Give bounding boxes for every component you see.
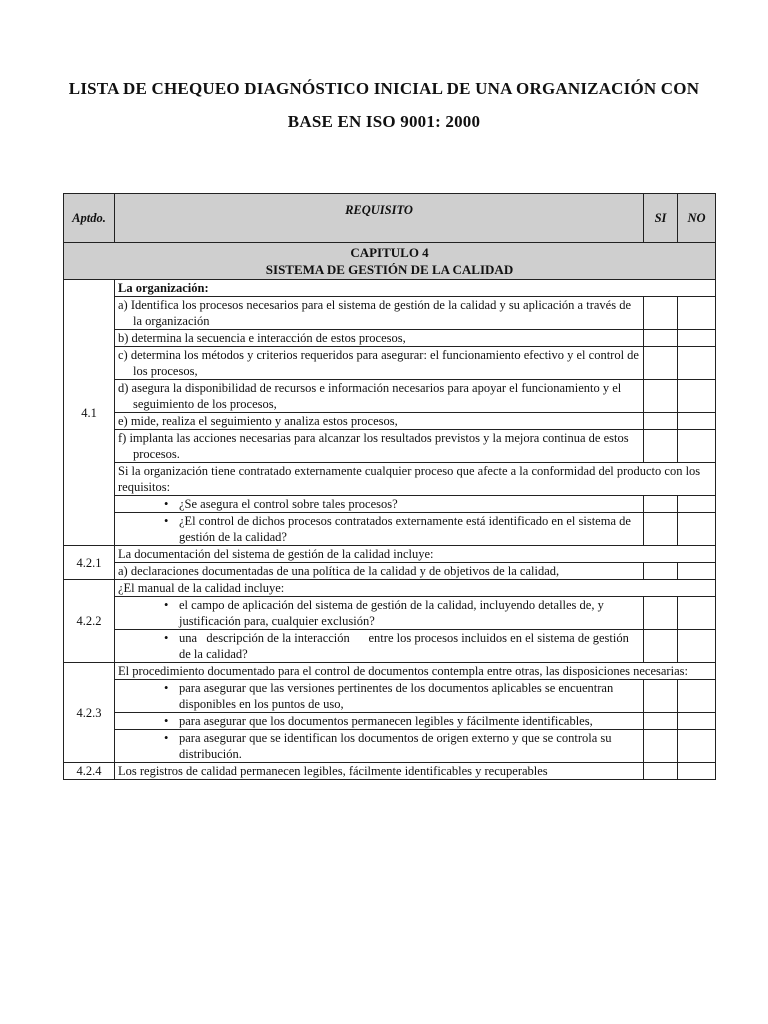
no-checkbox-cell[interactable] xyxy=(678,413,716,430)
chapter-row xyxy=(64,243,716,280)
bullet-icon: • xyxy=(164,514,169,528)
no-checkbox-cell[interactable] xyxy=(678,430,716,463)
section-label-4-2-2: 4.2.2 xyxy=(64,580,115,663)
si-checkbox-cell[interactable] xyxy=(644,513,678,546)
section-label-4-2-4: 4.2.4 xyxy=(64,763,115,780)
bullet-icon: • xyxy=(164,497,169,511)
bullet-icon: • xyxy=(164,714,169,728)
requirement-text: c) determina los métodos y criterios requeridos para asegurar: el funcionamiento efectivo y el control de los procesos, xyxy=(115,347,644,380)
si-checkbox-cell[interactable] xyxy=(644,680,678,713)
header-aptdo: Aptdo. xyxy=(64,194,115,243)
no-checkbox-cell[interactable] xyxy=(678,513,716,546)
requirement-bullet xyxy=(115,730,644,763)
bullet-icon: • xyxy=(164,731,169,745)
no-checkbox-cell[interactable] xyxy=(678,763,716,780)
bullet-text: una descripción de la interacción entre los procesos incluidos en el sistema de gestión de la calidad? xyxy=(179,631,632,661)
si-checkbox-cell[interactable] xyxy=(644,297,678,330)
header-si: SI xyxy=(644,194,678,243)
table-row xyxy=(64,597,716,630)
bullet-icon: • xyxy=(164,681,169,695)
requirement-text: d) asegura la disponibilidad de recursos e información necesarios para apoyar el funcionamiento y el seguimiento de los procesos, xyxy=(115,380,644,413)
requirement-text: Los registros de calidad permanecen legibles, fácilmente identificables y recuperables xyxy=(115,763,644,780)
si-checkbox-cell[interactable] xyxy=(644,597,678,630)
table-row xyxy=(64,380,716,413)
no-checkbox-cell[interactable] xyxy=(678,630,716,663)
no-checkbox-cell[interactable] xyxy=(678,680,716,713)
table-row xyxy=(64,563,716,580)
chapter-number: CAPITULO 4 xyxy=(350,245,429,260)
no-checkbox-cell[interactable] xyxy=(678,496,716,513)
requirement-bullet xyxy=(115,630,644,663)
si-checkbox-cell[interactable] xyxy=(644,430,678,463)
requirement-text: e) mide, realiza el seguimiento y analiza estos procesos, xyxy=(115,413,644,430)
si-checkbox-cell[interactable] xyxy=(644,413,678,430)
table-row xyxy=(64,496,716,513)
bullet-text: ¿Se asegura el control sobre tales procesos? xyxy=(179,497,398,511)
section-label-4-1: 4.1 xyxy=(64,280,115,546)
header-row xyxy=(64,194,716,243)
si-checkbox-cell[interactable] xyxy=(644,630,678,663)
table-row xyxy=(64,347,716,380)
table-row xyxy=(64,630,716,663)
table-row xyxy=(64,297,716,330)
si-checkbox-cell[interactable] xyxy=(644,496,678,513)
chapter-heading xyxy=(64,243,716,280)
table-row xyxy=(64,663,716,680)
si-checkbox-cell[interactable] xyxy=(644,347,678,380)
requirement-intro: La documentación del sistema de gestión de la calidad incluye: xyxy=(115,546,716,563)
table-row xyxy=(64,280,716,297)
requirement-intro: La organización: xyxy=(115,280,716,297)
bullet-text: para asegurar que se identifican los documentos de origen externo y que se controla su distribución. xyxy=(179,731,612,761)
no-checkbox-cell[interactable] xyxy=(678,730,716,763)
header-requisito: REQUISITO xyxy=(115,194,644,243)
requirement-bullet xyxy=(115,713,644,730)
no-checkbox-cell[interactable] xyxy=(678,713,716,730)
requirement-text: b) determina la secuencia e interacción de estos procesos, xyxy=(115,330,644,347)
section-label-4-2-3: 4.2.3 xyxy=(64,663,115,763)
requirement-text: a) declaraciones documentadas de una política de la calidad y de objetivos de la calidad, xyxy=(115,563,644,580)
si-checkbox-cell[interactable] xyxy=(644,380,678,413)
requirement-bullet xyxy=(115,597,644,630)
no-checkbox-cell[interactable] xyxy=(678,597,716,630)
table-row xyxy=(64,430,716,463)
si-checkbox-cell[interactable] xyxy=(644,730,678,763)
table-row xyxy=(64,413,716,430)
bullet-text: para asegurar que las versiones pertinentes de los documentos aplicables se encuentran disponibles en los puntos de uso, xyxy=(179,681,614,711)
title-line-1: LISTA DE CHEQUEO DIAGNÓSTICO INICIAL DE UNA ORGANIZACIÓN CON xyxy=(68,79,700,98)
bullet-text: para asegurar que los documentos permanecen legibles y fácilmente identificables, xyxy=(179,714,593,728)
requirement-intro: ¿El manual de la calidad incluye: xyxy=(115,580,716,597)
requirement-text: f) implanta las acciones necesarias para alcanzar los resultados previstos y la mejora continua de estos procesos. xyxy=(115,430,644,463)
requirement-sub-intro: Si la organización tiene contratado externamente cualquier proceso que afecte a la conformidad del producto con los requisitos: xyxy=(115,463,716,496)
bullet-icon: • xyxy=(164,631,169,645)
table-row xyxy=(64,713,716,730)
table-row xyxy=(64,546,716,563)
requirement-text: a) Identifica los procesos necesarios para el sistema de gestión de la calidad y su aplicación a través de la organización xyxy=(115,297,644,330)
bullet-text: el campo de aplicación del sistema de gestión de la calidad, incluyendo detalles de, y justificación para, cualquier exclusión? xyxy=(179,598,604,628)
no-checkbox-cell[interactable] xyxy=(678,347,716,380)
si-checkbox-cell[interactable] xyxy=(644,713,678,730)
table-row xyxy=(64,513,716,546)
table-row xyxy=(64,330,716,347)
requirement-intro: El procedimiento documentado para el control de documentos contempla entre otras, las disposiciones necesarias: xyxy=(115,663,716,680)
si-checkbox-cell[interactable] xyxy=(644,763,678,780)
document-title xyxy=(40,72,728,138)
table-row xyxy=(64,680,716,713)
bullet-icon: • xyxy=(164,598,169,612)
si-checkbox-cell[interactable] xyxy=(644,563,678,580)
bullet-text: ¿El control de dichos procesos contratados externamente está identificado en el sistema de gestión de la calidad? xyxy=(179,514,631,544)
no-checkbox-cell[interactable] xyxy=(678,330,716,347)
no-checkbox-cell[interactable] xyxy=(678,297,716,330)
table-row xyxy=(64,763,716,780)
chapter-title: SISTEMA DE GESTIÓN DE LA CALIDAD xyxy=(265,262,514,277)
requirement-bullet xyxy=(115,513,644,546)
no-checkbox-cell[interactable] xyxy=(678,563,716,580)
si-checkbox-cell[interactable] xyxy=(644,330,678,347)
table-row xyxy=(64,580,716,597)
no-checkbox-cell[interactable] xyxy=(678,380,716,413)
title-line-2: BASE EN ISO 9001: 2000 xyxy=(287,112,481,131)
table-row xyxy=(64,463,716,496)
table-row xyxy=(64,730,716,763)
requirement-bullet xyxy=(115,496,644,513)
section-label-4-2-1: 4.2.1 xyxy=(64,546,115,580)
requirement-bullet xyxy=(115,680,644,713)
header-no: NO xyxy=(678,194,716,243)
checklist-table xyxy=(63,193,716,780)
